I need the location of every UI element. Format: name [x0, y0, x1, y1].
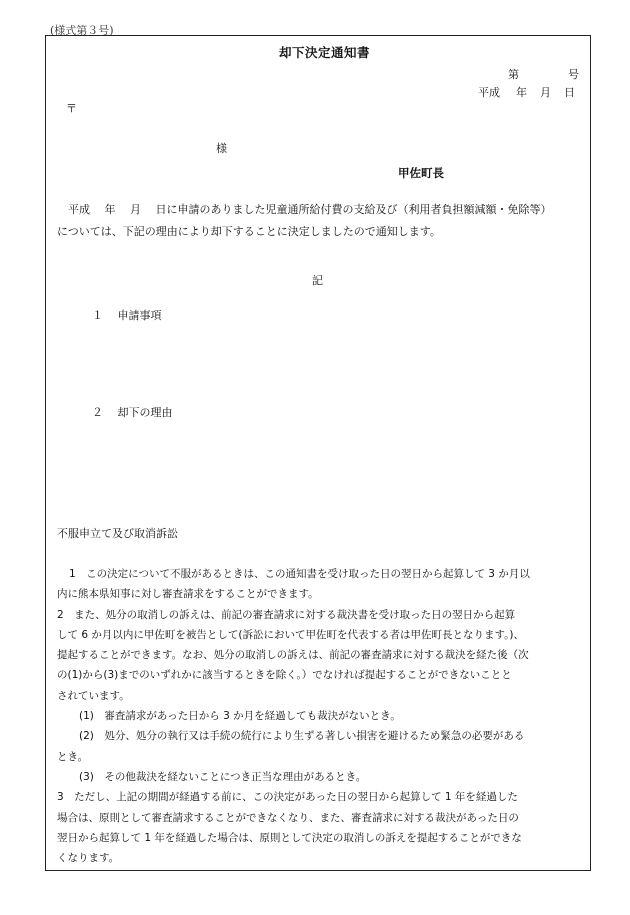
appeal-line: 提起することができます。なお、処分の取消しの訴えは、前記の審査請求に対する裁決を経た後（次 [57, 649, 529, 662]
notice-frame [45, 35, 591, 871]
document-title: 却下決定通知書 [279, 45, 371, 60]
appeal-body [57, 564, 587, 868]
appeal-line: くなります。 [57, 852, 120, 865]
appeal-line: されています。 [57, 689, 130, 702]
intro-paragraph [57, 199, 587, 243]
doc-number-suffix: 号 [568, 68, 579, 81]
appeal-line: (3) その他裁決を経ないことにつき正当な理由があるとき。 [79, 770, 367, 783]
intro-line-1: 平成 年 月 日に申請のありました児童通所給付費の支給及び（利用者負担額減額・免除等） [57, 203, 552, 216]
appeal-line: とき。 [57, 750, 89, 763]
appeal-line: 場合は、原則として審査請求することができなくなり、また、審査請求に対する裁決があった日の [57, 811, 519, 824]
appeal-line: 3 ただし、上記の期間が経過する前に、この決定があった日の翌日から起算して 1 年を経過した [57, 791, 518, 804]
date-month: 月 [540, 86, 551, 99]
doc-number-prefix: 第 [508, 68, 519, 81]
appeal-line: 内に熊本県知事に対し審査請求をすることができます。 [57, 588, 319, 601]
date-year: 年 [516, 86, 527, 99]
date-era: 平成 [478, 86, 500, 99]
appeal-line: して 6 か月以内に甲佐町を被告として(訴訟において甲佐町を代表する者は甲佐町長となります。)、 [57, 628, 524, 641]
appeal-line: (1) 審査請求があった日から 3 か月を経過しても裁決がないとき。 [79, 710, 401, 723]
appeal-heading: 不服申立て及び取消訴訟 [57, 527, 178, 540]
sender-name: 甲佐町長 [398, 166, 444, 180]
appeal-line: 2 また、処分の取消しの訴えは、前記の審査請求に対する裁決書を受け取った日の翌日から起算 [57, 608, 516, 621]
intro-line-2: については、下記の理由により却下することに決定しましたので通知します。 [57, 225, 441, 238]
postal-mark: 〒 [66, 102, 77, 115]
appeal-line: 1 この決定について不服があるときは、この通知書を受け取った日の翌日から起算して 3 か月以 [69, 568, 530, 580]
section-rejection-reason: ２ 却下の理由 [92, 406, 173, 419]
appeal-line: (2) 処分、処分の執行又は手続の続行により生ずる著しい損害を避けるため緊急の必要がある [79, 730, 525, 743]
section-application-items: １ 申請事項 [92, 309, 162, 322]
appeal-line: 翌日から起算して 1 年を経過した場合は、原則として決定の取消しの訴えを提起することができな [57, 831, 522, 844]
ki-marker: 記 [312, 274, 323, 287]
addressee-suffix: 様 [216, 142, 227, 155]
appeal-line: の(1)から(3)までのいずれかに該当するときを除く。）でなければ提起することができないことと [57, 669, 512, 682]
date-day: 日 [564, 86, 575, 99]
form-number-label: (様式第３号) [50, 24, 114, 37]
